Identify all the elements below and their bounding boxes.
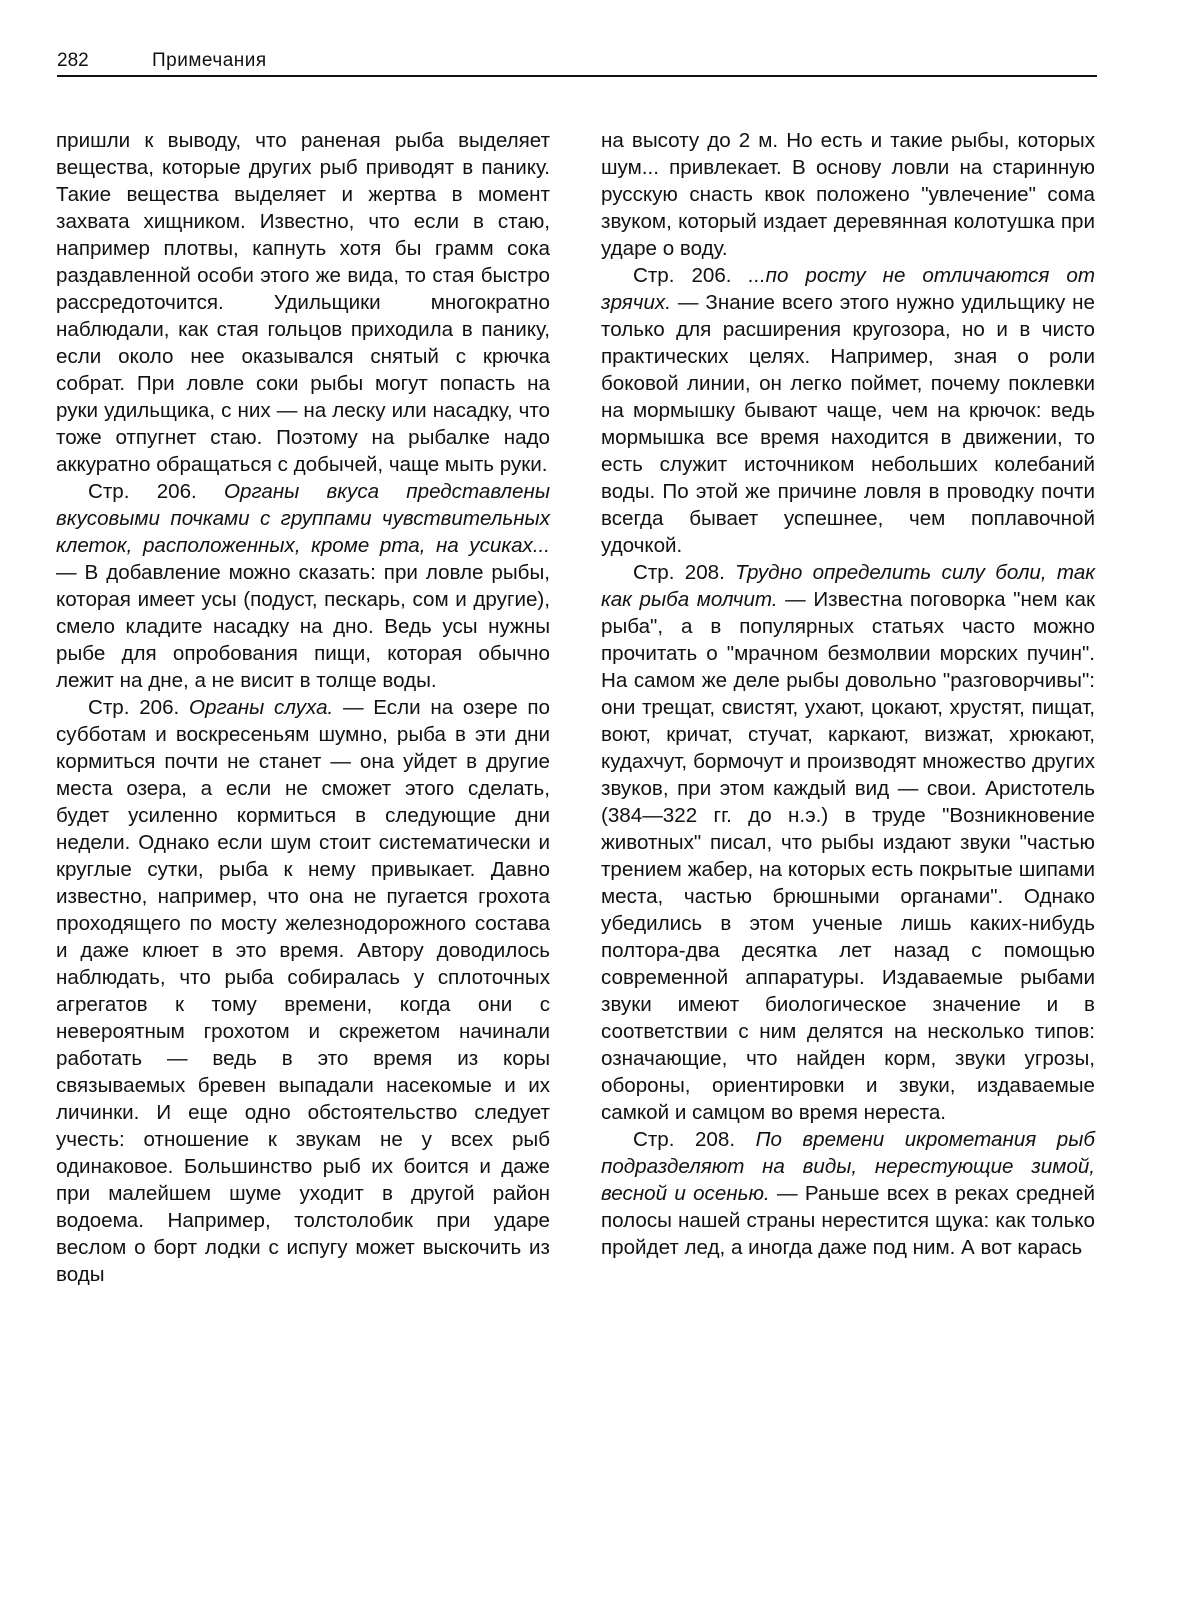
- left-column: [56, 127, 550, 1288]
- quoted-phrase: Органы слуха.: [189, 696, 334, 719]
- page-reference: Стр. 208.: [633, 561, 725, 584]
- page-header: [57, 50, 1097, 76]
- page-reference: Стр. 206.: [88, 480, 197, 503]
- note-paragraph: [601, 559, 1095, 1126]
- page-reference: Стр. 206.: [633, 264, 732, 287]
- page-reference: Стр. 208.: [633, 1128, 736, 1151]
- note-text: — В добавление можно сказать: при ловле рыбы, которая имеет усы (подуст, пескарь, сом и другие), смело кладите насадку на дно. Ведь усы нужны рыбе для опробования пищи, которая обычно лежит на дне, а не висит в толще воды.: [56, 561, 550, 692]
- note-paragraph: [56, 694, 550, 1288]
- note-text: — Известна поговорка "нем как рыба", а в популярных статьях часто можно прочитать о "мрачном безмолвии морских пучин". На самом же деле рыбы довольно "разговорчивы": они трещат, свистят, ухают, цокают, хрустят, пищат, воют, кричат, стучат, каркают, визжат, хрюкают, кудахчут, бормочут и производят множество других звуков, при этом каждый вид — свои. Аристотель (384—322 гг. до н.э.) в труде "Возникновение животных" писал, что рыбы издают звуки "частью трением жабер, на которых есть покрытые шипами места, частью брюшными органами". Однако убедились в этом ученые лишь каких-нибудь полтора-два десятка лет назад с помощью современной аппаратуры. Издаваемые рыбами звуки имеют биологическое значение и в соответствии с ним делятся на несколько типов: означающие, что найден корм, звуки угрозы, обороны, ориентировки и звуки, издаваемые самкой и самцом во время нереста.: [601, 588, 1095, 1124]
- quoted-phrase: По времени икрометания рыб подразделяют на виды, нерестующие зимой, весной и осенью.: [601, 1128, 1095, 1205]
- quoted-phrase: Органы вкуса представлены вкусовыми почками с группами чувствительных клеток, расположенных, кроме рта, на усиках...: [56, 480, 550, 557]
- note-text: — Раньше всех в реках средней полосы нашей страны нерестится щука: как только пройдет лед, а иногда даже под ним. А вот карась: [601, 1182, 1095, 1259]
- note-paragraph: [601, 262, 1095, 559]
- right-column: [601, 127, 1095, 1261]
- quoted-phrase: ...по росту не отличаются от зрячих.: [601, 264, 1095, 314]
- page-number: 282: [57, 50, 89, 71]
- note-paragraph: [56, 478, 550, 694]
- page-reference: Стр. 206.: [88, 696, 180, 719]
- note-text: — Знание всего этого нужно удильщику не только для расширения кругозора, но и в чисто практических целях. Например, зная о роли боковой линии, он легко поймет, почему поклевки на мормышку бывают чаще, чем на крючок: ведь мормышка все время находится в движении, то есть служит источником небольших колебаний воды. По этой же причине ловля в проводку почти всегда бывает успешнее, чем поплавочной удочкой.: [601, 291, 1095, 557]
- header-rule: [57, 75, 1097, 77]
- paragraph: на высоту до 2 м. Но есть и такие рыбы, которых шум... привлекает. В основу ловли на старинную русскую снасть квок положено "увлечение" сома звуком, который издает деревянная колотушка при ударе о воду.: [601, 129, 1095, 260]
- running-title: Примечания: [152, 50, 267, 71]
- quoted-phrase: Трудно определить силу боли, так как рыба молчит.: [601, 561, 1095, 611]
- paragraph: пришли к выводу, что раненая рыба выделяет вещества, которые других рыб приводят в панику. Такие вещества выделяет и жертва в момент захвата хищником. Известно, что если в стаю, например плотвы, капнуть хотя бы грамм сока раздавленной особи этого же вида, то стая быстро рассредоточится. Удильщики многократно наблюдали, как стая гольцов приходила в панику, если около нее оказывался снятый с крючка собрат. При ловле соки рыбы могут попасть на руки удильщика, с них — на леску или насадку, что тоже отпугнет стаю. Поэтому на рыбалке надо аккуратно обращаться с добычей, чаще мыть руки.: [56, 129, 550, 476]
- note-paragraph: [601, 1126, 1095, 1261]
- note-text: — Если на озере по субботам и воскресеньям шумно, рыба в эти дни кормиться почти не станет — она уйдет в другие места озера, а если не сможет этого сделать, будет усиленно кормиться в следующие дни недели. Однако если шум стоит систематически и круглые сутки, рыба к нему привыкает. Давно известно, например, что она не пугается грохота проходящего по мосту железнодорожного состава и даже клюет в это время. Автору доводилось наблюдать, что рыба собиралась у сплоточных агрегатов к тому времени, когда они с невероятным грохотом и скрежетом начинали работать — ведь в это время из коры связываемых бревен выпадали насекомые и их личинки. И еще одно обстоятельство следует учесть: отношение к звукам не у всех рыб одинаковое. Большинство рыб их боится и даже при малейшем шуме уходит в другой район водоема. Например, толстолобик при ударе веслом о борт лодки с испугу может выскочить из воды: [56, 696, 550, 1286]
